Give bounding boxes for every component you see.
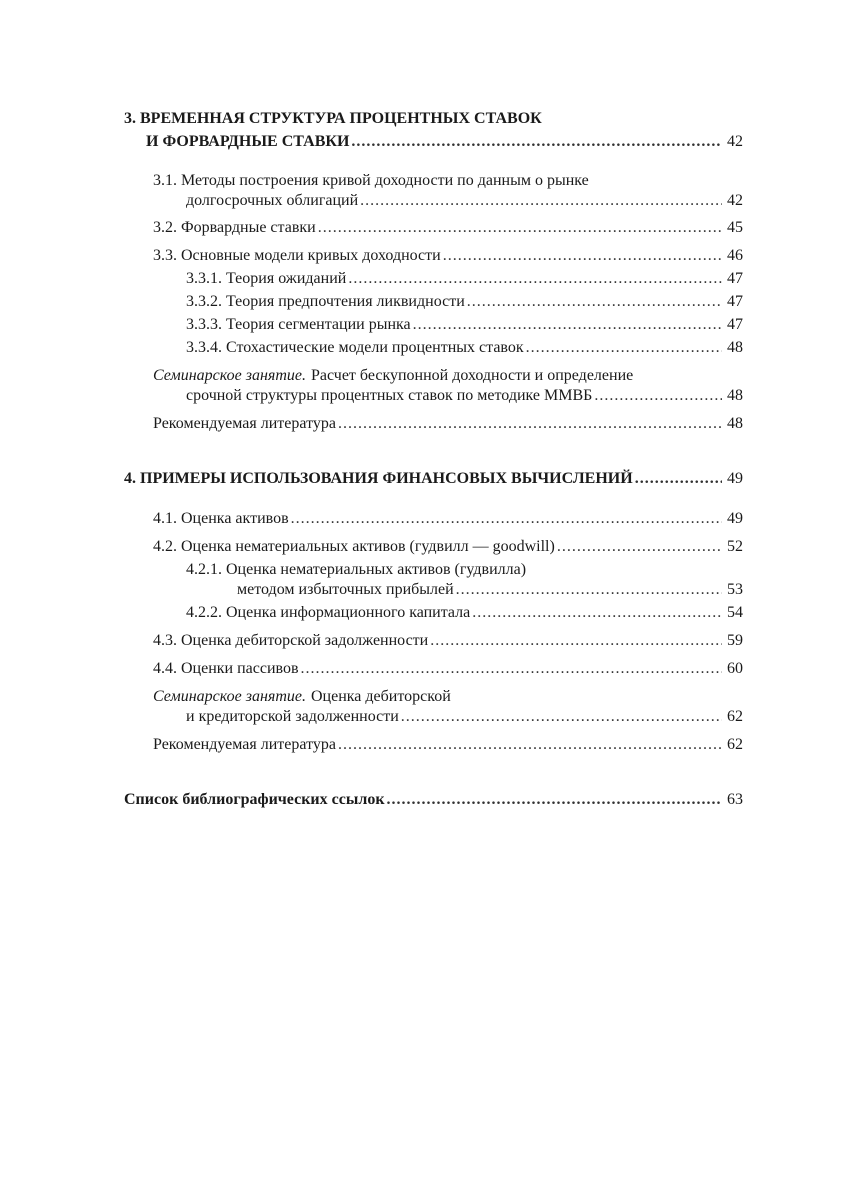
page-number: 63 xyxy=(727,791,743,808)
page-number: 59 xyxy=(727,632,743,649)
dot-leader xyxy=(348,269,722,289)
toc-seminar-4-line2[interactable] xyxy=(186,707,743,728)
toc-section-4-2[interactable] xyxy=(153,537,743,558)
toc-seminar-4-line1[interactable] xyxy=(153,687,451,708)
toc-literature-4[interactable] xyxy=(153,735,743,756)
toc-seminar-3-line2[interactable] xyxy=(186,386,743,407)
toc-section-4-3[interactable] xyxy=(153,631,743,652)
dot-leader xyxy=(472,603,722,623)
toc-chapter-4-title[interactable] xyxy=(124,469,743,490)
page-number: 53 xyxy=(727,581,743,598)
dot-leader xyxy=(360,191,722,211)
toc-entry-text: 3.1. Методы построения кривой доходности по данным о рынке xyxy=(153,172,589,189)
toc-bibliography[interactable] xyxy=(124,790,743,811)
dot-leader xyxy=(594,386,722,406)
toc-entry-text: 4.1. Оценка активов xyxy=(153,510,289,527)
dot-leader xyxy=(387,790,722,810)
page-number: 62 xyxy=(727,708,743,725)
toc-section-4-4[interactable] xyxy=(153,659,743,680)
seminar-label: Семинарское занятие. xyxy=(153,367,306,384)
toc-entry-text: методом избыточных прибылей xyxy=(237,581,454,598)
toc-entry-text: 3.3.3. Теория сегментации рынка xyxy=(186,316,411,333)
page-number: 46 xyxy=(727,247,743,264)
page-number: 47 xyxy=(727,316,743,333)
toc-entry-text: 3.3.4. Стохастические модели процентных ставок xyxy=(186,339,524,356)
page-number: 60 xyxy=(727,660,743,677)
dot-leader xyxy=(338,414,722,434)
toc-entry-text: срочной структуры процентных ставок по методике ММВБ xyxy=(186,387,593,404)
page-number: 52 xyxy=(727,538,743,555)
toc-section-3-3-3[interactable] xyxy=(186,315,743,336)
page-number: 48 xyxy=(727,415,743,432)
toc-section-4-2-1-line2[interactable] xyxy=(237,580,743,601)
toc-section-3-2[interactable] xyxy=(153,218,743,239)
dot-leader xyxy=(401,707,722,727)
dot-leader xyxy=(351,132,722,152)
toc-section-3-1-line2[interactable] xyxy=(186,191,743,212)
dot-leader xyxy=(557,537,722,557)
toc-entry-text: 3.3.2. Теория предпочтения ликвидности xyxy=(186,293,465,310)
dot-leader xyxy=(413,315,722,335)
toc-entry-text: и кредиторской задолженности xyxy=(186,708,399,725)
toc-section-3-3-2[interactable] xyxy=(186,292,743,313)
toc-entry-text: Расчет бескупонной доходности и определение xyxy=(310,367,634,384)
page-number: 48 xyxy=(727,339,743,356)
toc-entry-text: И ФОРВАРДНЫЕ СТАВКИ xyxy=(146,133,350,150)
page-number: 48 xyxy=(727,387,743,404)
toc-entry-text: 4.2.1. Оценка нематериальных активов (гудвилла) xyxy=(186,561,527,578)
toc-entry-text: 3.3. Основные модели кривых доходности xyxy=(153,247,441,264)
toc-section-3-3-4[interactable] xyxy=(186,338,743,359)
toc-entry-text: 3. ВРЕМЕННАЯ СТРУКТУРА ПРОЦЕНТНЫХ СТАВОК xyxy=(124,110,542,127)
dot-leader xyxy=(338,735,722,755)
toc-entry-text: 4.2.2. Оценка информационного капитала xyxy=(186,604,471,621)
toc-entry-text: Оценка дебиторской xyxy=(310,688,451,705)
toc-entry-text: 3.3.1. Теория ожиданий xyxy=(186,270,347,287)
seminar-label: Семинарское занятие. xyxy=(153,688,306,705)
toc-chapter-3-title-line2[interactable] xyxy=(146,132,743,153)
toc-entry-text: долгосрочных облигаций xyxy=(186,192,359,209)
dot-leader xyxy=(526,338,722,358)
toc-entry-text: 4.3. Оценка дебиторской задолженности xyxy=(153,632,429,649)
toc-section-3-3[interactable] xyxy=(153,246,743,267)
dot-leader xyxy=(318,218,722,238)
dot-leader xyxy=(291,509,722,529)
toc-entry-text: 4. ПРИМЕРЫ ИСПОЛЬЗОВАНИЯ ФИНАНСОВЫХ ВЫЧИСЛЕНИЙ xyxy=(124,470,633,487)
dot-leader xyxy=(635,469,722,489)
page-number: 42 xyxy=(727,192,743,209)
dot-leader xyxy=(456,580,722,600)
toc-entry-text: Рекомендуемая литература xyxy=(153,736,336,753)
toc-section-4-2-1-line1[interactable] xyxy=(186,560,526,581)
toc-section-4-1[interactable] xyxy=(153,509,743,530)
toc-chapter-3-title-line1[interactable] xyxy=(124,109,542,130)
toc-seminar-3-line1[interactable] xyxy=(153,366,633,387)
toc-entry-text: 3.2. Форвардные ставки xyxy=(153,219,316,236)
toc-literature-3[interactable] xyxy=(153,414,743,435)
toc-section-3-3-1[interactable] xyxy=(186,269,743,290)
page-number: 42 xyxy=(727,133,743,150)
toc-entry-text: 4.4. Оценки пассивов xyxy=(153,660,299,677)
toc-entry-text: 4.2. Оценка нематериальных активов (гудвилл — goodwill) xyxy=(153,538,555,555)
page-number: 54 xyxy=(727,604,743,621)
page-number: 49 xyxy=(727,510,743,527)
dot-leader xyxy=(467,292,722,312)
page-number: 47 xyxy=(727,270,743,287)
dot-leader xyxy=(443,246,722,266)
page-number: 49 xyxy=(727,470,743,487)
page-number: 62 xyxy=(727,736,743,753)
toc-entry-text: Список библиографических ссылок xyxy=(124,791,385,808)
toc-section-3-1-line1[interactable] xyxy=(153,171,589,192)
page-number: 47 xyxy=(727,293,743,310)
toc-entry-text: Рекомендуемая литература xyxy=(153,415,336,432)
page-number: 45 xyxy=(727,219,743,236)
dot-leader xyxy=(301,659,722,679)
toc-section-4-2-2[interactable] xyxy=(186,603,743,624)
dot-leader xyxy=(430,631,722,651)
